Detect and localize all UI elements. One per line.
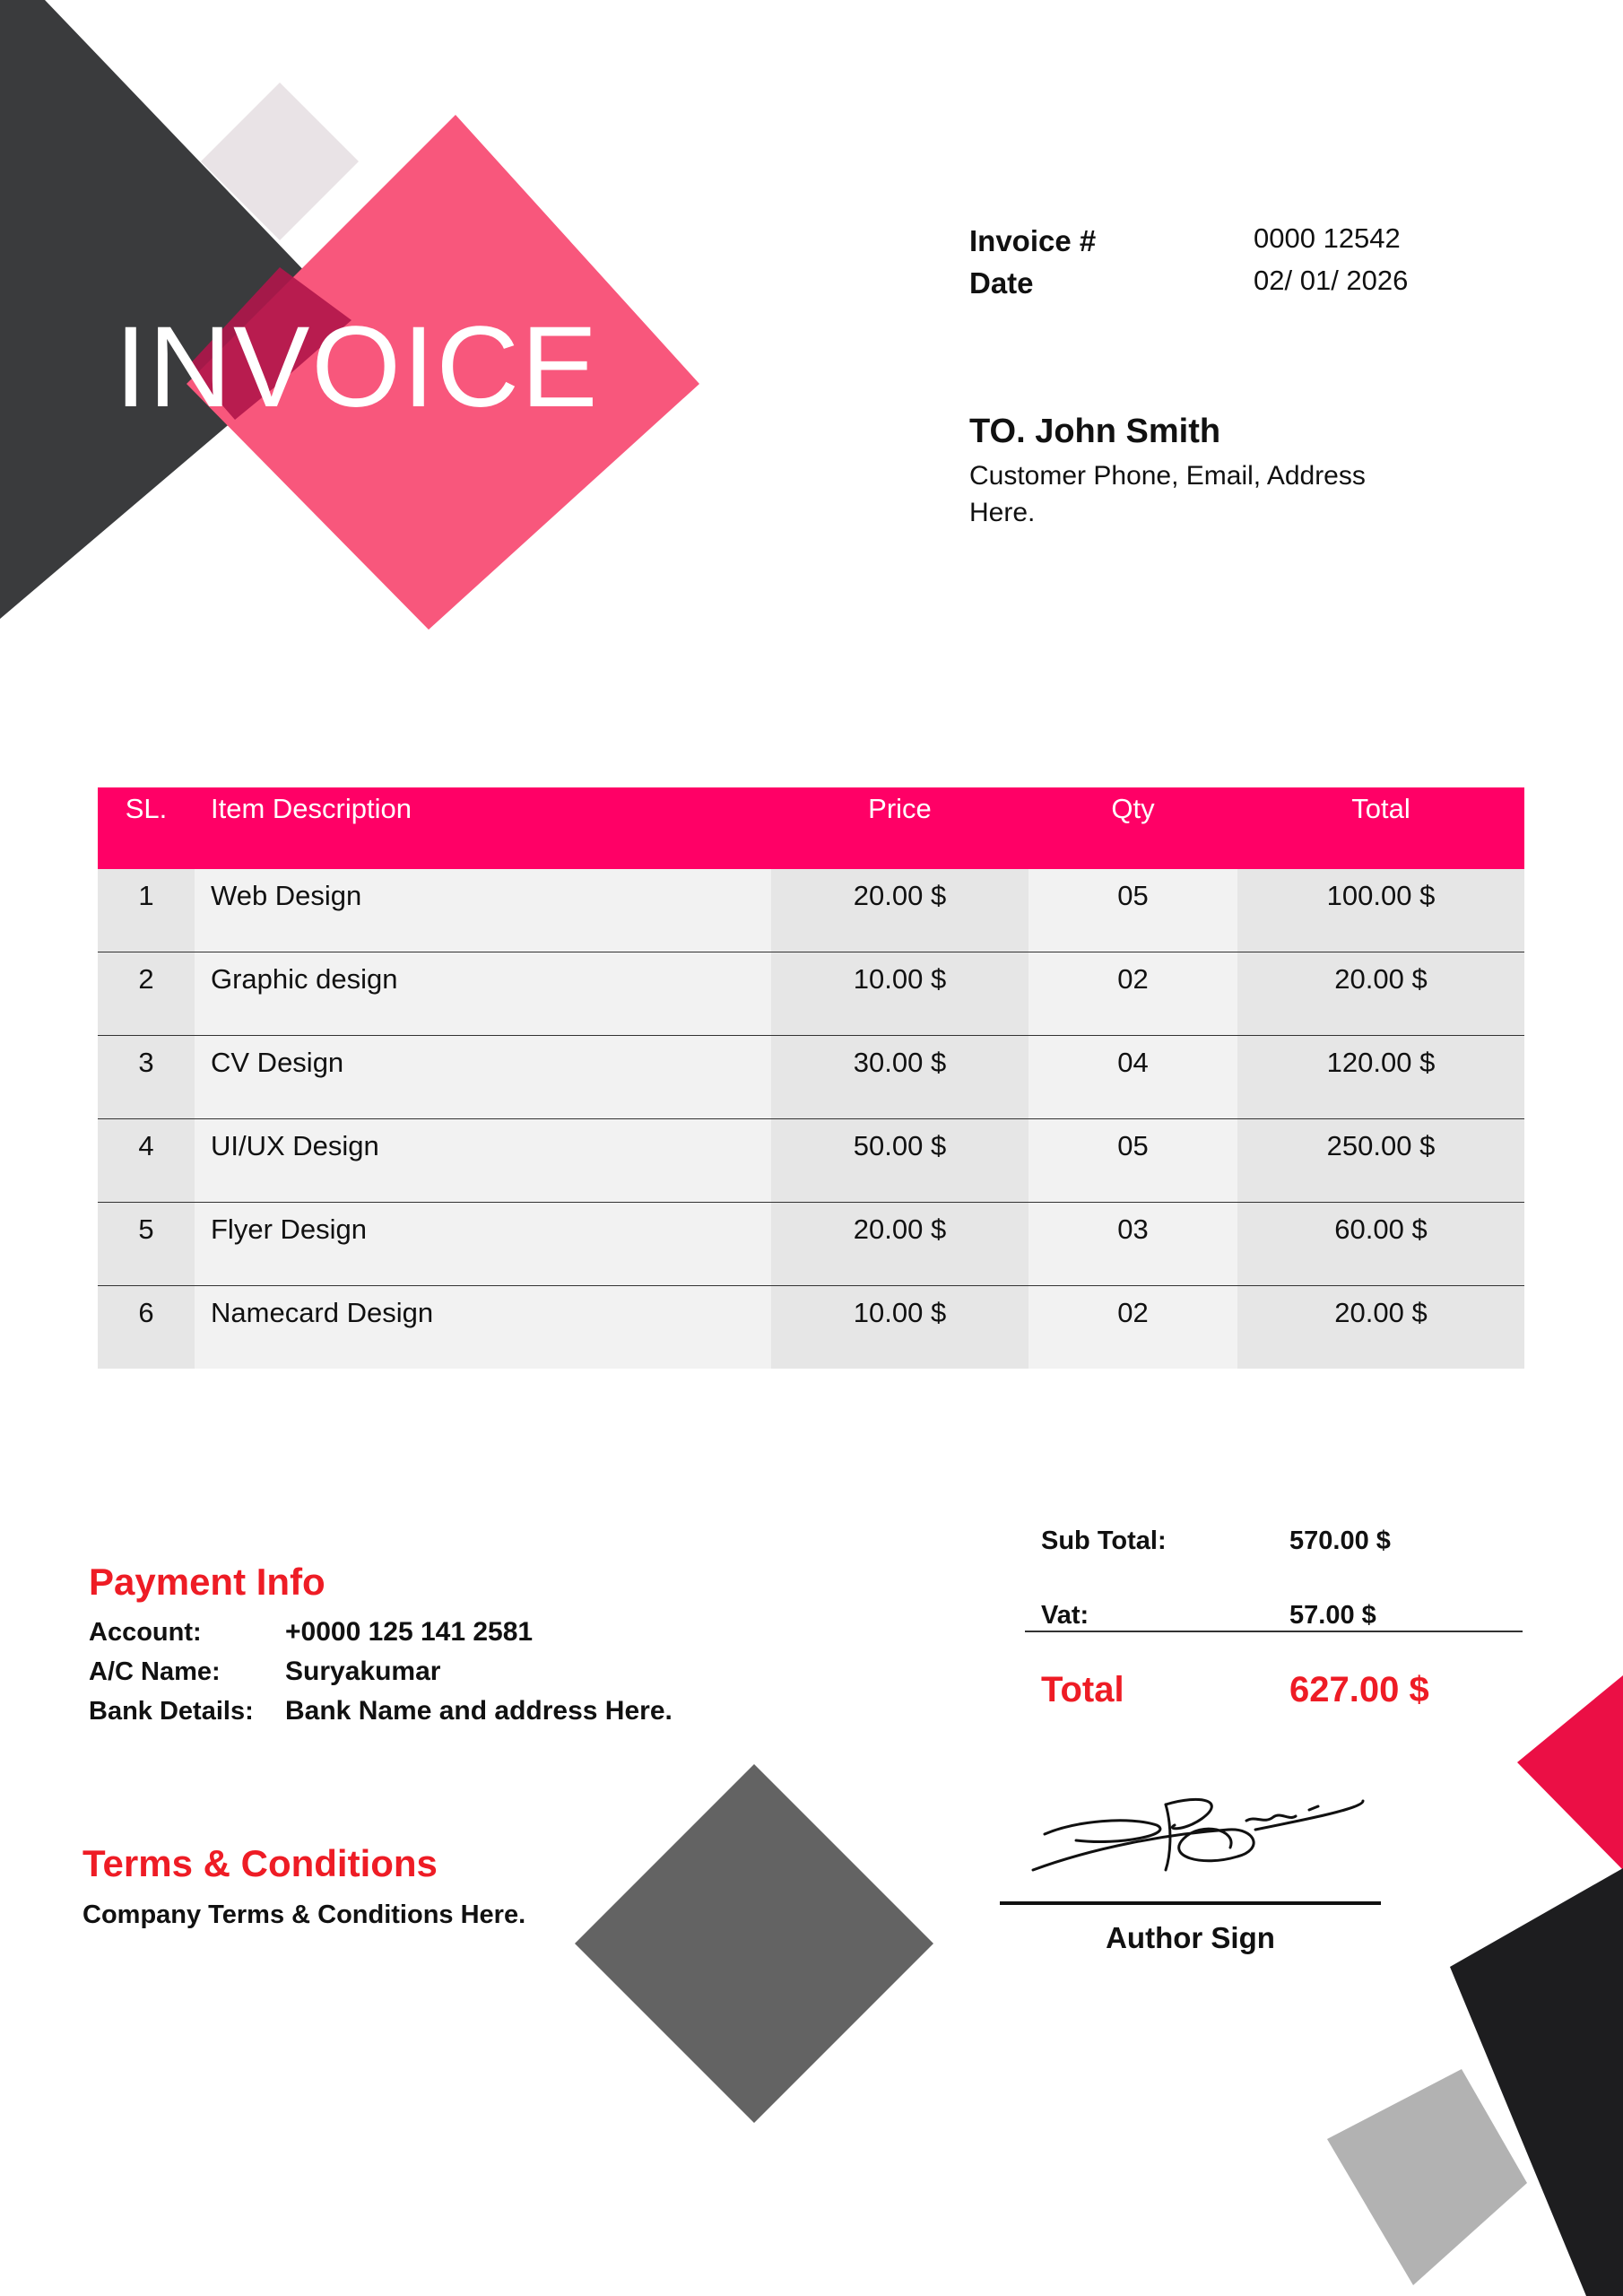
table-row <box>98 869 1524 952</box>
cell-description: CV Design <box>195 1036 771 1118</box>
account-name-value: Suryakumar <box>285 1657 441 1686</box>
header-qty: Qty <box>1111 793 1155 824</box>
cell-description: Web Design <box>195 869 771 952</box>
cell-price: 10.00 $ <box>771 952 1028 1035</box>
cell-total: 250.00 $ <box>1237 1119 1524 1202</box>
header-sl: SL. <box>125 793 168 824</box>
cell-price: 30.00 $ <box>771 1036 1028 1118</box>
author-sign-label: Author Sign <box>1106 1921 1275 1954</box>
cell-qty: 05 <box>1028 1119 1237 1202</box>
subtotal-label: Sub Total: <box>1041 1526 1167 1555</box>
terms-heading: Terms & Conditions <box>82 1842 438 1884</box>
cell-sl: 6 <box>98 1286 195 1369</box>
account-value: +0000 125 141 2581 <box>285 1617 534 1647</box>
cell-price: 50.00 $ <box>771 1119 1028 1202</box>
table-row <box>98 1285 1524 1369</box>
header-total: Total <box>1351 793 1410 824</box>
date-value: 02/ 01/ 2026 <box>1254 265 1409 296</box>
cell-price: 20.00 $ <box>771 869 1028 952</box>
cell-price: 20.00 $ <box>771 1203 1028 1285</box>
cell-sl: 5 <box>98 1203 195 1285</box>
subtotal-value: 570.00 $ <box>1289 1526 1391 1555</box>
header-description: Item Description <box>211 793 412 824</box>
table-row <box>98 952 1524 1035</box>
bottom-right-red-triangle <box>1517 1675 1623 1870</box>
cell-qty: 03 <box>1028 1203 1237 1285</box>
bank-details-label: Bank Details: <box>89 1697 254 1726</box>
cell-sl: 3 <box>98 1036 195 1118</box>
invoice-number-value: 0000 12542 <box>1254 222 1401 254</box>
total-value: 627.00 $ <box>1289 1670 1429 1709</box>
invoice-number-label: Invoice # <box>969 224 1097 257</box>
customer-name: TO. John Smith <box>969 413 1221 450</box>
cell-total: 60.00 $ <box>1237 1203 1524 1285</box>
bank-details-value: Bank Name and address Here. <box>285 1696 673 1726</box>
table-body <box>98 869 1524 1369</box>
terms-text: Company Terms & Conditions Here. <box>82 1900 526 1929</box>
cell-description: UI/UX Design <box>195 1119 771 1202</box>
cell-total: 100.00 $ <box>1237 869 1524 952</box>
customer-details: Customer Phone, Email, Address Here. <box>969 461 1366 527</box>
bottom-right-dark-triangle <box>1450 1868 1623 2296</box>
table-row <box>98 1118 1524 1202</box>
header-price: Price <box>868 793 932 824</box>
cell-qty: 05 <box>1028 869 1237 952</box>
cell-sl: 4 <box>98 1119 195 1202</box>
vat-value: 57.00 $ <box>1289 1601 1376 1630</box>
cell-total: 120.00 $ <box>1237 1036 1524 1118</box>
vat-label: Vat: <box>1041 1601 1089 1630</box>
cell-price: 10.00 $ <box>771 1286 1028 1369</box>
items-table <box>98 787 1524 1369</box>
table-header <box>98 787 1524 869</box>
invoice-title: INVOICE <box>115 303 600 431</box>
summary-divider <box>1025 1631 1523 1632</box>
date-label: Date <box>969 266 1034 300</box>
cell-sl: 2 <box>98 952 195 1035</box>
signature-line <box>1000 1901 1381 1905</box>
cell-total: 20.00 $ <box>1237 952 1524 1035</box>
payment-info-heading: Payment Info <box>89 1561 325 1603</box>
cell-sl: 1 <box>98 869 195 952</box>
table-row <box>98 1202 1524 1285</box>
account-label: Account: <box>89 1618 202 1647</box>
author-signature <box>1033 1799 1363 1870</box>
gray-diamond <box>575 1764 933 2123</box>
cell-description: Flyer Design <box>195 1203 771 1285</box>
cell-qty: 02 <box>1028 952 1237 1035</box>
cell-description: Graphic design <box>195 952 771 1035</box>
bottom-right-gray-square <box>1327 2069 1527 2285</box>
table-row <box>98 1035 1524 1118</box>
cell-total: 20.00 $ <box>1237 1286 1524 1369</box>
cell-description: Namecard Design <box>195 1286 771 1369</box>
cell-qty: 04 <box>1028 1036 1237 1118</box>
cell-qty: 02 <box>1028 1286 1237 1369</box>
total-label: Total <box>1041 1670 1124 1709</box>
account-name-label: A/C Name: <box>89 1657 221 1686</box>
